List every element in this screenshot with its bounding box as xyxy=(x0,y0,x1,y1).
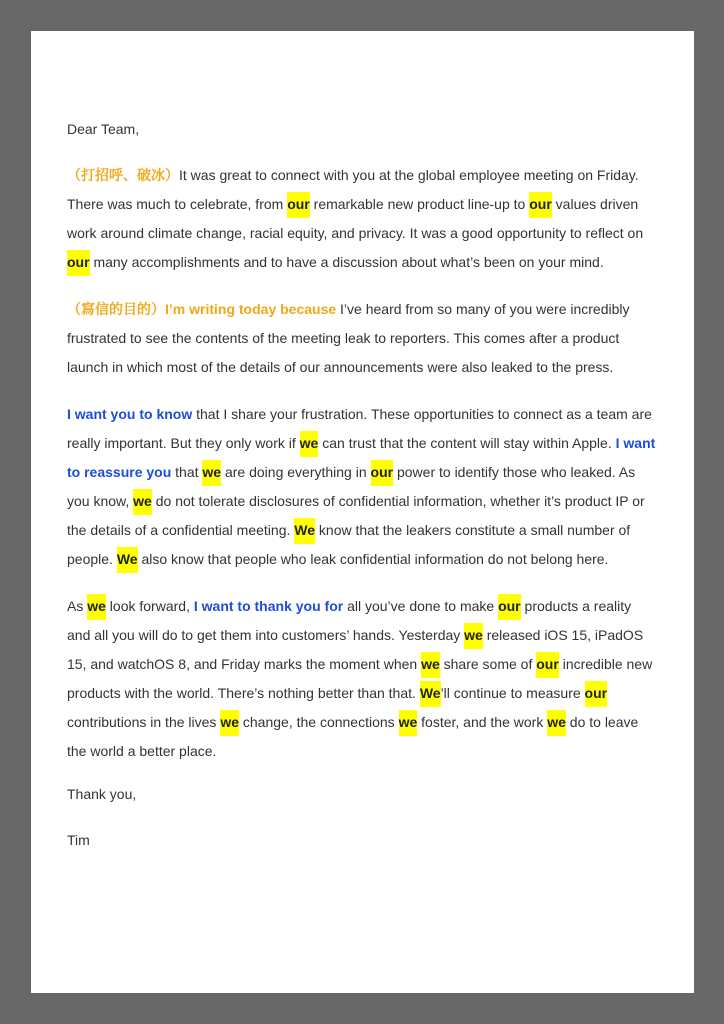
highlighted-word: we xyxy=(300,431,319,457)
emphasis-phrase: I want to thank you for xyxy=(193,598,344,614)
text-segment: ’ll continue to measure xyxy=(440,685,585,701)
body-paragraph xyxy=(67,295,658,382)
body-paragraph xyxy=(67,592,658,766)
text-segment: contributions in the lives xyxy=(67,714,221,730)
body-paragraph xyxy=(67,400,658,574)
greeting: Dear Team, xyxy=(67,121,140,137)
highlighted-word: our xyxy=(529,192,552,218)
text-segment: do to leave the world a better place. xyxy=(67,714,639,759)
letter-page xyxy=(31,31,694,993)
text-segment: released iOS 15, iPadOS 15, and watchOS 8, and Friday marks the moment when xyxy=(67,627,644,672)
highlighted-word: we xyxy=(464,623,483,649)
highlighted-word: We xyxy=(117,547,138,573)
highlighted-word: our xyxy=(498,594,521,620)
emphasis-phrase: I’m writing today because xyxy=(165,301,337,317)
highlighted-word: We xyxy=(294,518,315,544)
text-segment: know that the leakers constitute a small number of people. xyxy=(67,522,631,567)
highlighted-word: our xyxy=(585,681,608,707)
letter-body xyxy=(67,161,658,766)
text-segment: that xyxy=(171,464,203,480)
highlighted-word: we xyxy=(547,710,566,736)
text-segment: As xyxy=(67,598,88,614)
highlighted-word: we xyxy=(202,460,221,486)
highlighted-word: our xyxy=(371,460,394,486)
emphasis-phrase: I want to reassure you xyxy=(67,435,656,480)
text-segment: do not tolerate disclosures of confidential information, whether it’s product IP or the details of a confidential meeting. xyxy=(67,493,645,538)
emphasis-phrase: （寫信的目的） xyxy=(67,301,165,317)
text-segment: remarkable new product line-up to xyxy=(309,196,530,212)
text-segment: I’ve heard from so many of you were incredibly frustrated to see the contents of the meeting leak to reporters. This comes after a product launch in which most of the details of our announcements were also leaked to the press. xyxy=(67,301,630,375)
highlighted-word: our xyxy=(287,192,310,218)
highlighted-word: we xyxy=(87,594,106,620)
highlighted-word: our xyxy=(536,652,559,678)
body-paragraph xyxy=(67,161,658,277)
text-segment: are doing everything in xyxy=(221,464,371,480)
signature: Tim xyxy=(67,832,90,848)
text-segment: foster, and the work xyxy=(417,714,548,730)
highlighted-word: we xyxy=(421,652,440,678)
text-segment: products a reality and all you will do to get them into customers’ hands. Yesterday xyxy=(67,598,632,643)
text-segment: change, the connections xyxy=(239,714,399,730)
text-segment: all you’ve done to make xyxy=(343,598,499,614)
text-segment: power to identify those who leaked. As you know, xyxy=(67,464,636,509)
emphasis-phrase: I want you to know xyxy=(67,406,193,422)
text-segment: many accomplishments and to have a discussion about what’s been on your mind. xyxy=(89,254,604,270)
highlighted-word: we xyxy=(399,710,418,736)
text-segment: share some of xyxy=(439,656,537,672)
text-segment: can trust that the content will stay within Apple. xyxy=(318,435,616,451)
text-segment: values driven work around climate change, racial equity, and privacy. It was a good opportunity to reflect on xyxy=(67,196,644,241)
text-segment: look forward, xyxy=(105,598,194,614)
emphasis-phrase: （打招呼、破冰） xyxy=(67,167,179,183)
text-segment: that I share your frustration. These opportunities to connect as a team are really important. But they only work if xyxy=(67,406,652,451)
highlighted-word: We xyxy=(420,681,441,707)
highlighted-word: we xyxy=(133,489,152,515)
text-segment: also know that people who leak confidential information do not belong here. xyxy=(137,551,609,567)
text-segment: It was great to connect with you at the global employee meeting on Friday. There was much to celebrate, from xyxy=(67,167,639,212)
text-segment: incredible new products with the world. There’s nothing better than that. xyxy=(67,656,653,701)
closing: Thank you, xyxy=(67,786,137,802)
highlighted-word: we xyxy=(220,710,239,736)
highlighted-word: our xyxy=(67,250,90,276)
